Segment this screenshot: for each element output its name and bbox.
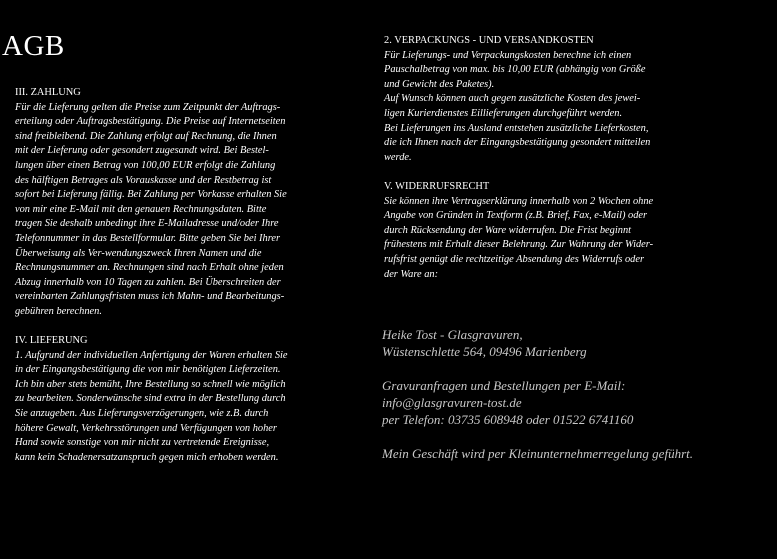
- section-heading: V. WIDERRUFSRECHT: [384, 180, 490, 192]
- body-line: Telefonnummer in das Bestellformular. Bitte geben Sie bei Ihrer: [15, 232, 281, 244]
- section-zahlung: [15, 86, 337, 320]
- body-line: lungen über einen Betrag von 100,00 EUR erfolgt die Zahlung: [15, 159, 276, 171]
- body-line: 1. Aufgrund der individuellen Anfertigung der Waren erhalten Sie: [15, 349, 288, 361]
- body-line: von mir eine E-Mail mit den genauen Rechnungsdaten. Bitte: [15, 203, 267, 215]
- section-body: [15, 349, 337, 466]
- body-line: Auf Wunsch können auch gegen zusätzliche Kosten des jewei-: [384, 93, 641, 105]
- body-line: Bei Lieferungen ins Ausland entstehen zusätzliche Lieferkosten,: [384, 122, 649, 134]
- body-line: Für Lieferungs- und Verpackungskosten berechne ich einen: [384, 49, 632, 61]
- body-line: sind freibleibend. Die Zahlung erfolgt auf Rechnung, die Ihnen: [15, 130, 277, 142]
- page-title: AGB: [2, 30, 65, 62]
- body-line: der Ware an:: [384, 268, 439, 280]
- section-heading: III. ZAHLUNG: [15, 87, 81, 98]
- left-column: [15, 86, 337, 480]
- body-line: rufsfrist genügt die rechtzeitige Absendung des Widerrufs oder: [384, 253, 645, 265]
- section-body: [384, 195, 714, 283]
- section-versandkosten: [384, 34, 714, 165]
- body-line: Sie anzugeben. Aus Lieferungsverzögerungen, wie z.B. durch: [15, 408, 269, 420]
- body-line: Hand sowie sonstige von mir nicht zu vertretende Ereignisse,: [15, 437, 270, 449]
- section-heading: IV. LIEFERUNG: [15, 335, 88, 347]
- contact-inquiry: Gravuranfragen und Bestellungen per E-Mail:: [382, 378, 626, 393]
- contact-name: Heike Tost - Glasgravuren,: [382, 327, 523, 342]
- body-line: Pauschalbetrag von max. bis 10,00 EUR (abhängig von Größe: [384, 64, 646, 76]
- business-note: Mein Geschäft wird per Kleinunternehmerregelung geführt.: [382, 446, 693, 461]
- body-line: tragen Sie deshalb unbedingt ihre E-Mailadresse und/oder Ihre: [15, 218, 279, 230]
- body-line: Rechnungsnummer an. Rechnungen sind nach Erhalt ohne jeden: [15, 262, 284, 274]
- body-line: Überweisung als Ver-wendungszweck Ihren Namen und die: [15, 247, 262, 259]
- body-line: zu bearbeiten. Sonderwünsche sind extra in der Bestellung durch: [15, 393, 286, 405]
- spacer: [382, 428, 772, 445]
- body-line: werde.: [384, 151, 412, 163]
- body-line: erteilung oder Auftragsbestätigung. Die Preise auf Internetseiten: [15, 116, 286, 128]
- contact-email: info@glasgravuren-tost.de: [382, 395, 522, 410]
- body-line: mit der Lieferung oder gesondert zugesandt wird. Bei Bestel-: [15, 145, 269, 157]
- body-line: Für die Lieferung gelten die Preise zum Zeitpunkt der Auftrags-: [15, 101, 281, 113]
- body-line: ligen Kurierdienstes Eillieferungen durchgeführt werden.: [384, 107, 623, 119]
- body-line: Ich bin aber stets bemüht, Ihre Bestellung so schnell wie möglich: [15, 378, 286, 390]
- body-line: die ich Ihnen nach der Eingangsbestätigung gesondert mitteilen: [384, 137, 651, 149]
- body-line: durch Rücksendung der Ware widerrufen. Die Frist beginnt: [384, 224, 632, 236]
- contact-address: Wüstenschlette 564, 09496 Marienberg: [382, 344, 587, 359]
- body-line: kann kein Schadenersatzanspruch gegen mich erhoben werden.: [15, 451, 279, 463]
- body-line: des hälftigen Betrages als Vorauskasse und der Restbetrag ist: [15, 174, 272, 186]
- body-line: frühestens mit Erhalt dieser Belehrung. Zur Wahrung der Wider-: [384, 239, 654, 251]
- section-body: [15, 101, 337, 320]
- section-body: [384, 49, 714, 166]
- contact-phone: per Telefon: 03735 608948 oder 01522 6741160: [382, 412, 634, 427]
- body-line: Sie können ihre Vertragserklärung innerhalb von 2 Wochen ohne: [384, 195, 654, 207]
- right-column: [384, 34, 714, 297]
- spacer: [382, 360, 772, 377]
- contact-block: [382, 326, 772, 462]
- body-line: höhere Gewalt, Verkehrsstörungen und Verfügungen von hoher: [15, 422, 277, 434]
- body-line: vereinbarten Zahlungsfristen muss ich Mahn- und Bearbeitungs-: [15, 291, 285, 303]
- body-line: Angabe von Gründen in Textform (z.B. Brief, Fax, e-Mail) oder: [384, 210, 648, 222]
- body-line: und Gewicht des Paketes).: [384, 78, 495, 90]
- section-lieferung: [15, 334, 337, 465]
- body-line: gebühren berechnen.: [15, 305, 102, 317]
- body-line: sofort bei Lieferung fällig. Bei Zahlung per Vorkasse erhalten Sie: [15, 189, 287, 201]
- body-line: in der Eingangsbestätigung die von mir benötigten Lieferzeiten.: [15, 364, 281, 376]
- section-widerrufsrecht: [384, 180, 714, 282]
- body-line: Abzug innerhalb von 10 Tagen zu zahlen. Bei Überschreiten der: [15, 276, 281, 288]
- section-heading: 2. VERPACKUNGS - UND VERSANDKOSTEN: [384, 35, 594, 46]
